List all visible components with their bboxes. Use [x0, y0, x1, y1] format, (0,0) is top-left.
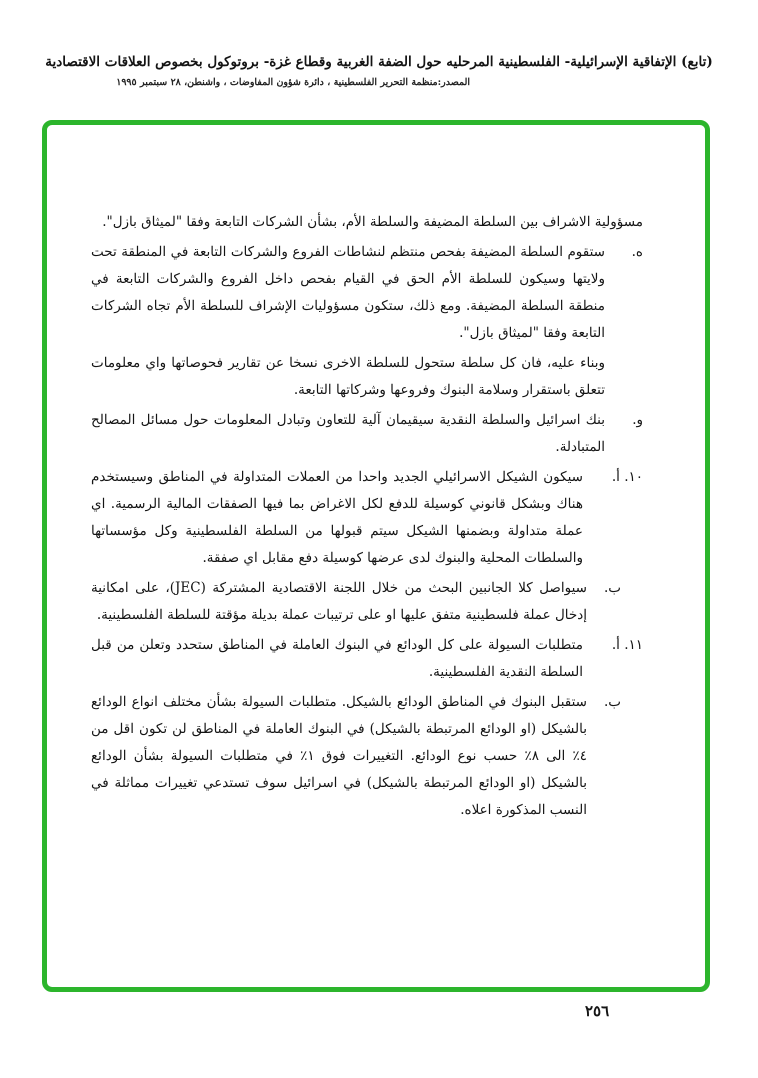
paragraph [91, 689, 643, 824]
page-number: ٢٥٦ [585, 1002, 610, 1020]
list-marker: ب. [603, 694, 621, 710]
paragraph-text: مسؤولية الاشراف بين السلطة المضيفة والسلطة الأم، بشأن الشركات التابعة وفقا "لميثاق بازل". [102, 214, 643, 230]
source-line: المصدر:منظمة التحرير الفلسطينية ، دائرة شؤون المفاوضات ، واشنطن، ٢٨ سبتمبر ١٩٩٥ [116, 77, 470, 88]
list-marker: و. [632, 412, 643, 428]
page-header [0, 52, 758, 88]
paragraph-text: متطلبات السيولة على كل الودائع في البنوك العاملة في المناطق ستحدد وتعلن من قبل السلطة النقدية الفلسطينية. [91, 637, 583, 680]
paragraph [91, 407, 643, 461]
content-border-box [42, 120, 710, 992]
paragraph [91, 239, 643, 347]
paragraph [91, 575, 643, 629]
paragraph-text: ستقبل البنوك في المناطق الودائع بالشيكل. متطلبات السيولة بشأن مختلف انواع الودائع بالشيكل (او الودائع المرتبطة بالشيكل) في البنوك العاملة في المناطق لن تكون اقل من ٤٪ الى ٨٪ حسب نوع الودائع. التغييرات فوق ١٪ في متطلبات السيولة بشأن الودائع بالشيكل (او الودائع المرتبطة بالشيكل) في اسرائيل سوف تستدعي تغييرات مماثلة في النسب المذكورة اعلاه. [91, 694, 587, 818]
paragraph [91, 632, 643, 686]
list-marker: ب. [603, 580, 621, 596]
paragraph-text: سيكون الشيكل الاسرائيلي الجديد واحدا من العملات المتداولة في المناطق وسيستخدم هناك وبشكل قانوني كوسيلة للدفع لكل الاغراض بما فيها الصفقات المالية الرسمية. اي عملة متداولة وبضمنها الشيكل سيتم قبولها من السلطة الفلسطينية وكل مؤسساتها والسلطات المحلية والبنوك لدى عرضها كوسيلة دفع مقابل اي صفقة. [91, 469, 583, 566]
paragraph-text: بنك اسرائيل والسلطة النقدية سيقيمان آلية للتعاون وتبادل المعلومات حول مسائل المصالح المتبادلة. [91, 412, 605, 455]
paragraph-text: سيواصل كلا الجانبين البحث من خلال اللجنة الاقتصادية المشتركة (JEC)، على امكانية إدخال عملة فلسطينية متفق عليها او على ترتيبات عملة بديلة مؤقتة للسلطة الفلسطينية. [91, 580, 587, 623]
paragraph-text: وبناء عليه، فان كل سلطة ستحول للسلطة الاخرى نسخا عن تقارير فحوصاتها واي معلومات تتعلق باستقرار وسلامة البنوك وفروعها وشركاتها التابعة. [91, 355, 605, 398]
list-marker: ١١. أ. [611, 637, 643, 653]
paragraph [91, 464, 643, 572]
paragraph [91, 209, 643, 236]
paragraph-text: ستقوم السلطة المضيفة بفحص منتظم لنشاطات الفروع والشركات التابعة في المنطقة تحت ولايتها وسيكون للسلطة الأم الحق في القيام بفحص داخل الفروع والشركات التابعة في منطقة السلطة المضيفة. ومع ذلك، ستكون مسؤوليات الإشراف للسلطة الأم تجاه الشركات التابعة وفقا "لميثاق بازل". [91, 244, 605, 341]
paragraph [91, 350, 643, 404]
list-marker: ه. [631, 244, 643, 260]
document-title: (تابع) الإتفاقية الإسرائيلية- الفلسطينية المرحليه حول الضفة الغربية وقطاع غزة- بروتوكول بخصوص العلاقات الاقتصادية [45, 54, 713, 70]
list-marker: ١٠. أ. [611, 469, 643, 485]
text-block [91, 209, 643, 827]
